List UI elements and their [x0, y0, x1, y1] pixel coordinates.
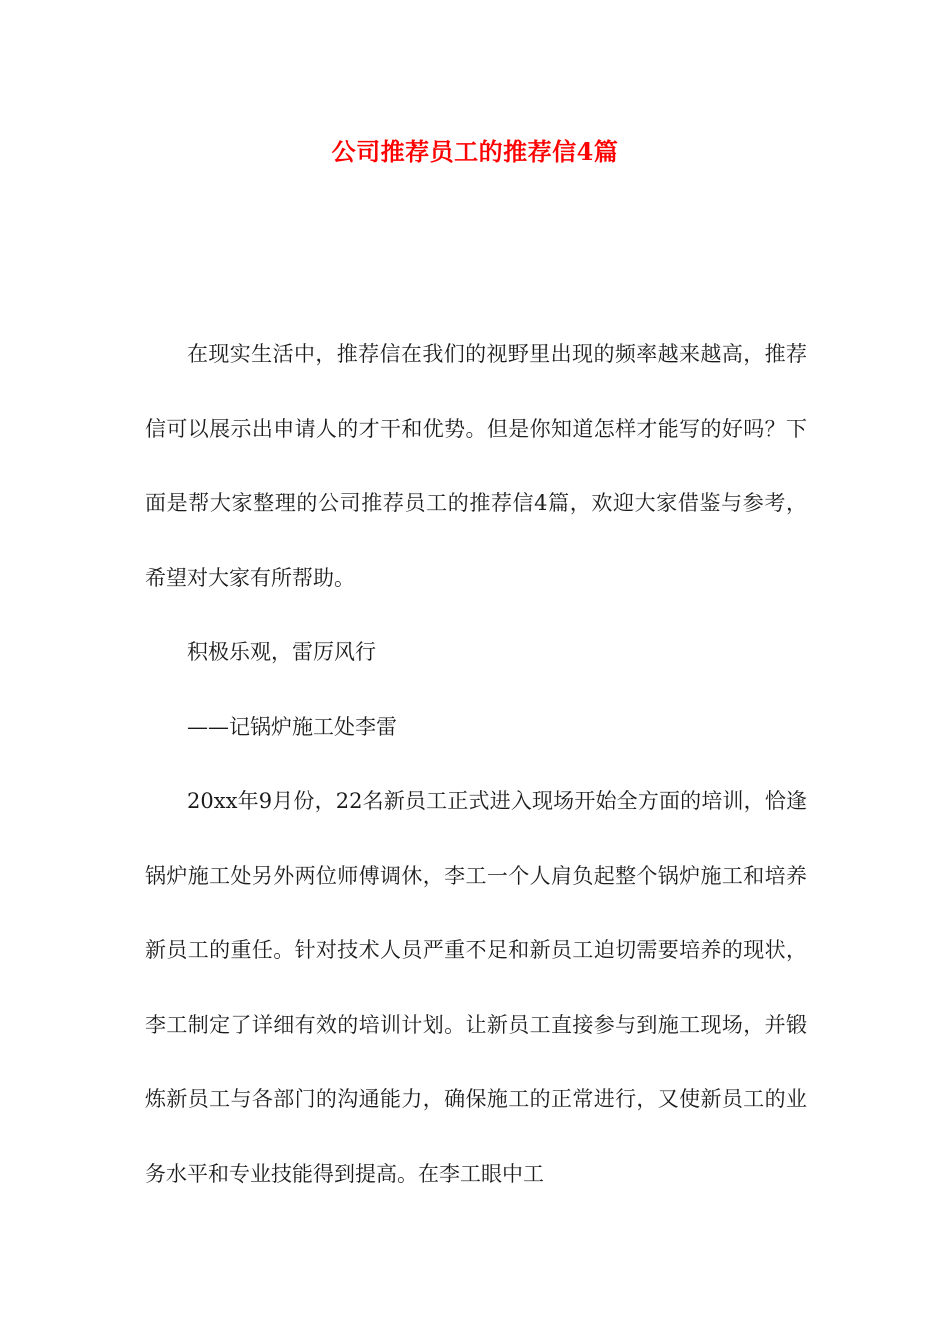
document-title: 公司推荐员工的推荐信4篇	[331, 137, 619, 166]
body-paragraph: 20xx年9月份，22名新员工正式进入现场开始全方面的培训，恰逢锅炉施工处另外两位师傅调休，李工一个人肩负起整个锅炉施工和培养新员工的重任。针对技术人员严重不足和新员工迫切需要培养的现状，李工制定了详细有效的培训计划。让新员工直接参与到施工现场，并锻炼新员工与各部门的沟通能力，确保施工的正常进行，又使新员工的业务水平和专业技能得到提高。在李工眼中工	[145, 789, 807, 1186]
section-subheading: ——记锅炉施工处李雷	[187, 714, 397, 739]
document-body	[145, 317, 807, 1211]
intro-paragraph: 在现实生活中，推荐信在我们的视野里出现的频率越来越高，推荐信可以展示出申请人的才干和优势。但是你知道怎样才能写的好吗？下面是帮大家整理的公司推荐员工的推荐信4篇，欢迎大家借鉴与参考，希望对大家有所帮助。	[145, 342, 807, 590]
section-heading: 积极乐观，雷厉风行	[187, 640, 376, 664]
